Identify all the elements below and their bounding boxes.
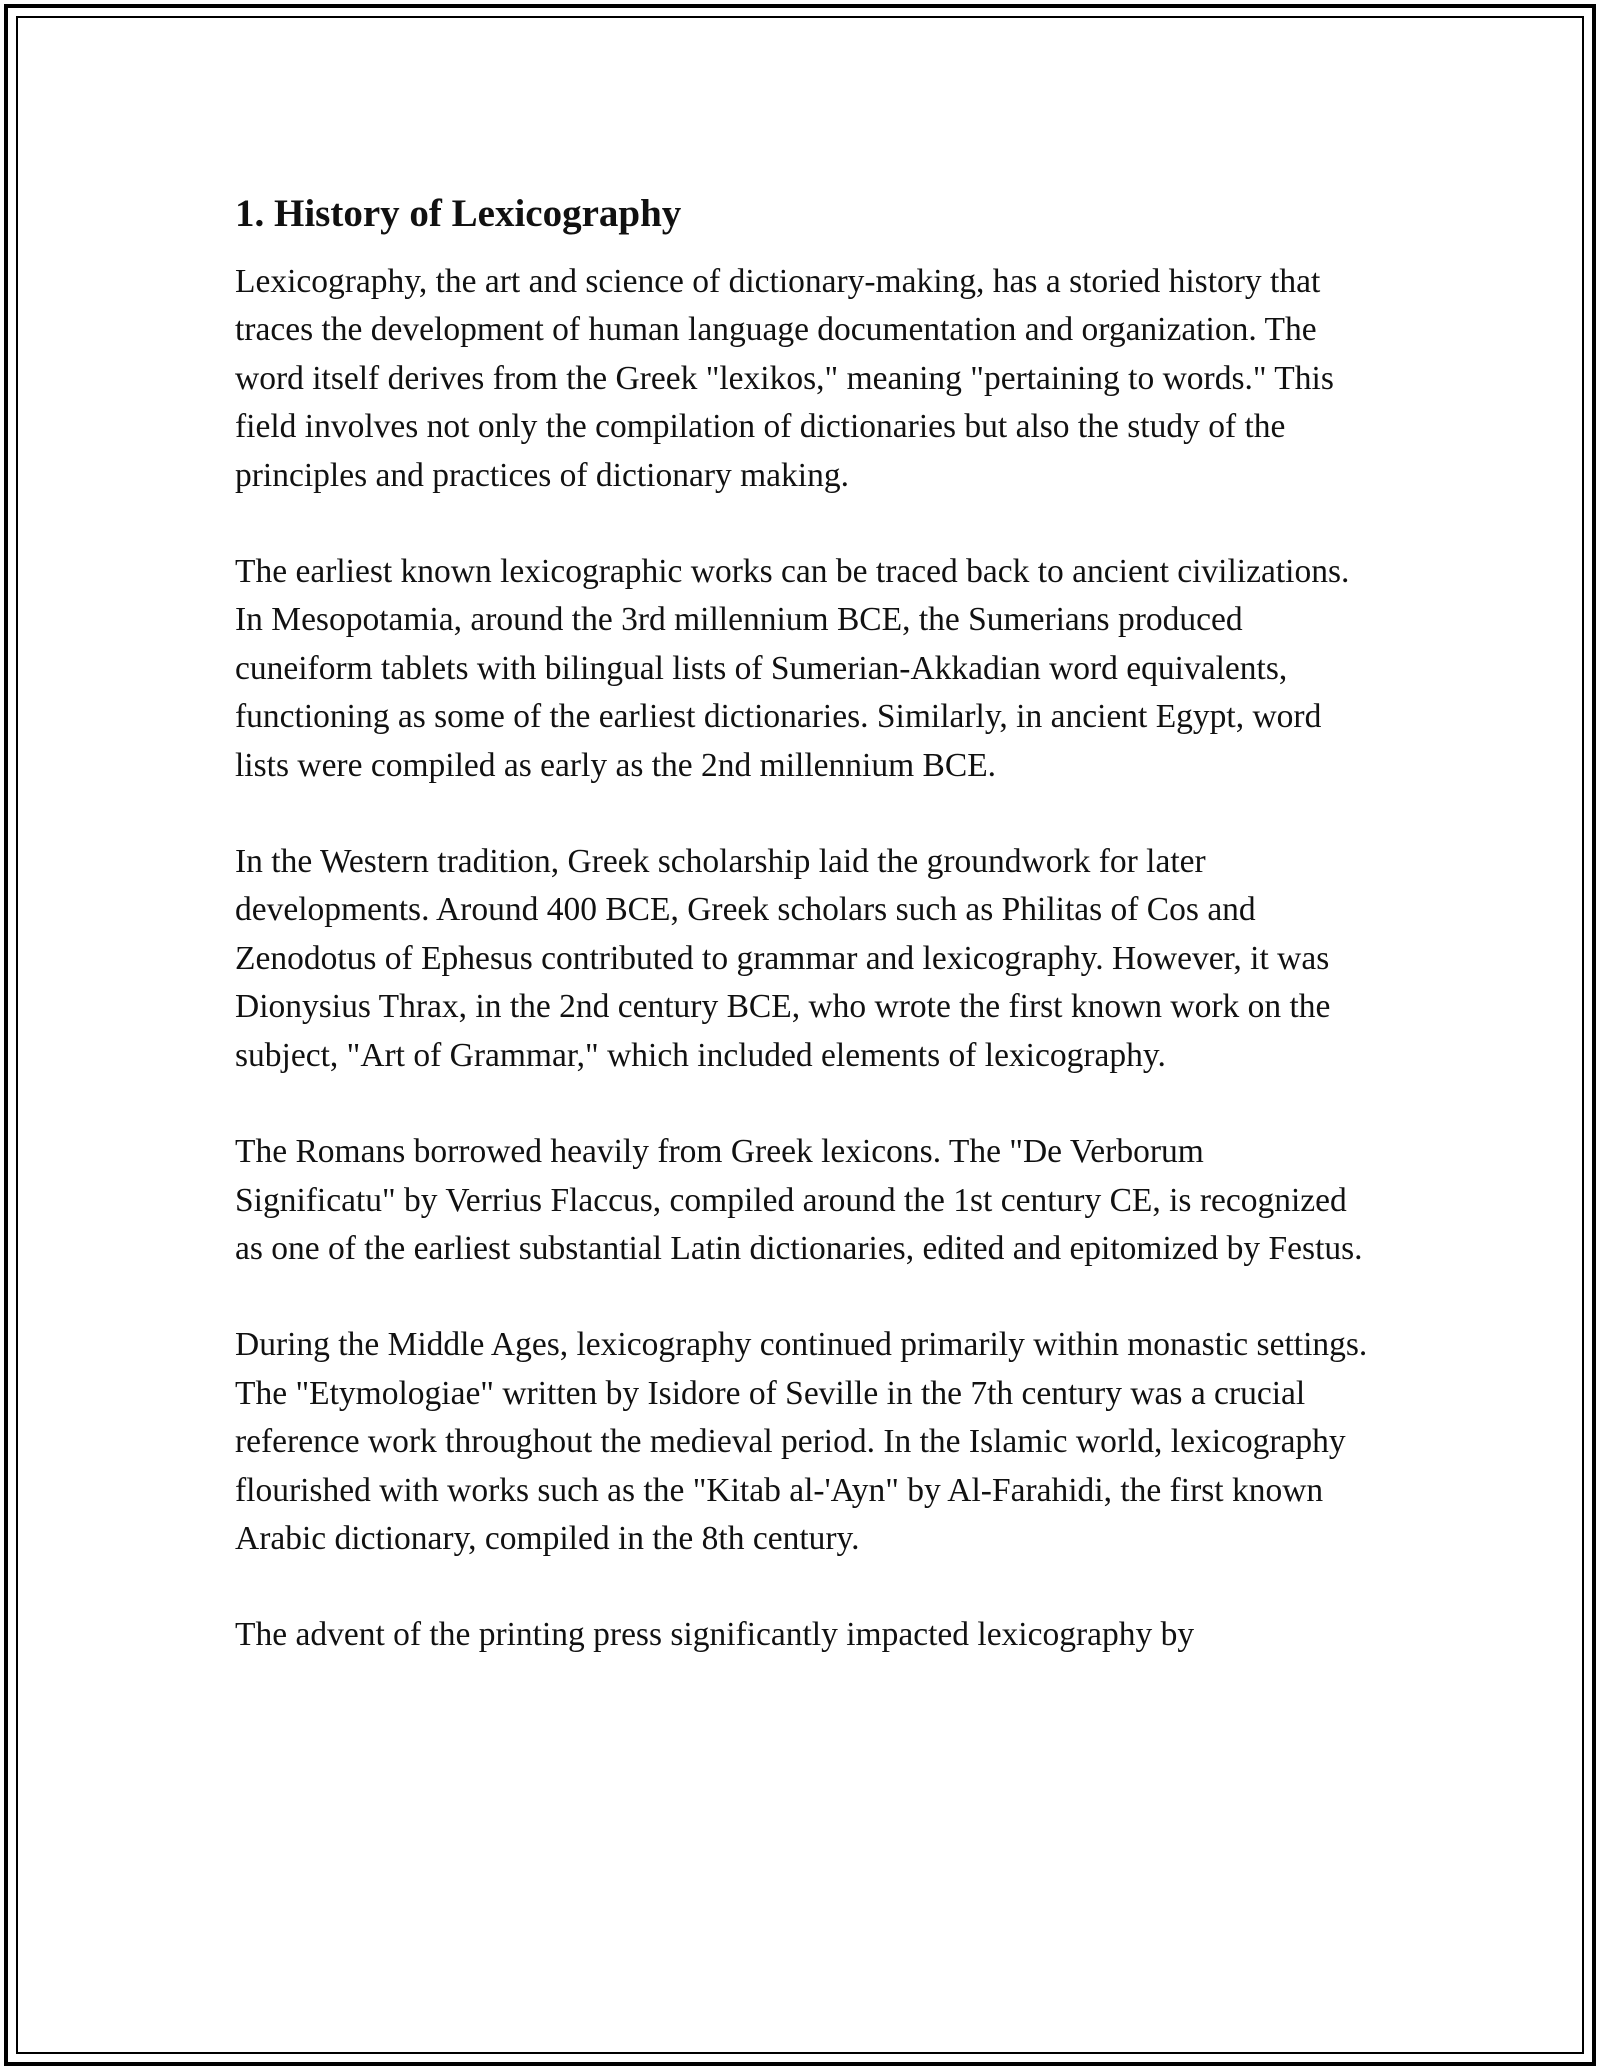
document-body bbox=[235, 188, 1370, 1708]
paragraph-printing: The advent of the printing press significantly impacted lexicography by bbox=[235, 1616, 1195, 1654]
paragraph-intro: Lexicography, the art and science of dictionary-making, has a storied history that traces the development of human language documentation and organization. The word itself derives from the Greek "lexikos," meaning "pertaining to words." This field involves not only the compilation of dictionaries but also the study of the principles and practices of dictionary making. bbox=[235, 263, 1334, 494]
paragraph-greek: In the Western tradition, Greek scholarship laid the groundwork for later developments. Around 400 BCE, Greek scholars such as Philitas of Cos and Zenodotus of Ephesus contributed to grammar and lexicography. However, it was Dionysius Thrax, in the 2nd century BCE, who wrote the first known work on the subject, "Art of Grammar," which included elements of lexicography. bbox=[235, 843, 1331, 1074]
paragraph-roman: The Romans borrowed heavily from Greek lexicons. The "De Verborum Significatu" by Verrius Flaccus, compiled around the 1st century CE, is recognized as one of the earliest substantial Latin dictionaries, edited and epitomized by Festus. bbox=[235, 1133, 1363, 1267]
paragraph-ancient: The earliest known lexicographic works can be traced back to ancient civilizations. In Mesopotamia, around the 3rd millennium BCE, the Sumerians produced cuneiform tablets with bilingual lists of Sumerian-Akkadian word equivalents, functioning as some of the earliest dictionaries. Similarly, in ancient Egypt, word lists were compiled as early as the 2nd millennium BCE. bbox=[235, 553, 1350, 784]
paragraph-middle-ages: During the Middle Ages, lexicography continued primarily within monastic settings. The "Etymologiae" written by Isidore of Seville in the 7th century was a crucial reference work throughout the medieval period. In the Islamic world, lexicography flourished with works such as the "Kitab al-'Ayn" by Al-Farahidi, the first known Arabic dictionary, compiled in the 8th century. bbox=[235, 1326, 1368, 1557]
section-heading: 1. History of Lexicography bbox=[235, 192, 682, 235]
